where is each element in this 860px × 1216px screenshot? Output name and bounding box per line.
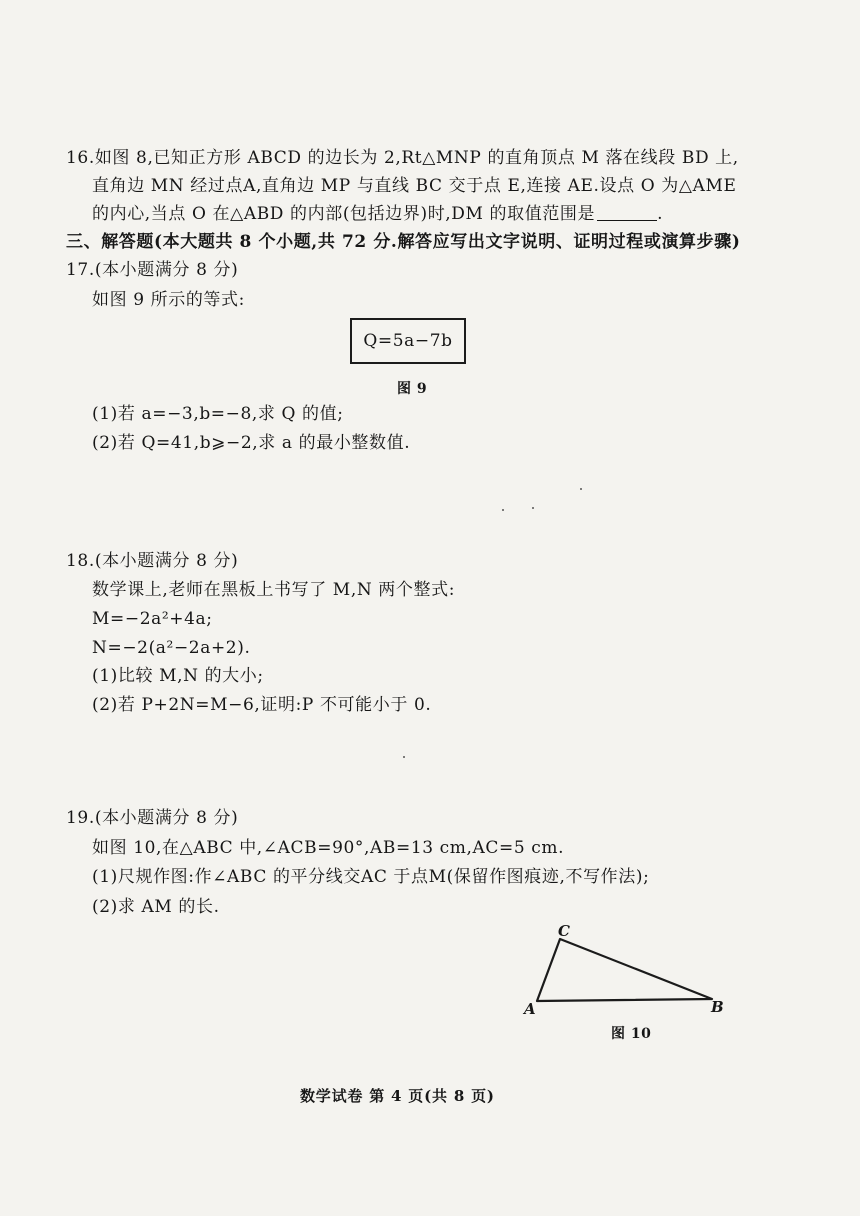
q18-title: 18.(本小题满分 8 分) [66, 551, 239, 571]
q18-m-expression: M=−2a²+4a; [92, 609, 213, 629]
q19-part-2: (2)求 AM 的长. [92, 897, 220, 917]
q17-part-1: (1)若 a=−3,b=−8,求 Q 的值; [92, 404, 344, 424]
q17-intro: 如图 9 所示的等式: [92, 290, 245, 310]
q17-formula: Q=5a−7b [363, 331, 453, 351]
figure-9-caption: 图 9 [397, 381, 428, 397]
q19-intro: 如图 10,在△ABC 中,∠ACB=90°,AB=13 cm,AC=5 cm. [92, 838, 565, 858]
q18-part-2: (2)若 P+2N=M−6,证明:P 不可能小于 0. [92, 695, 432, 715]
q19-part-1: (1)尺规作图:作∠ABC 的平分线交AC 于点M(保留作图痕迹,不写作法); [92, 867, 650, 887]
q16-line-1: 16.如图 8,已知正方形 ABCD 的边长为 2,Rt△MNP 的直角顶点 M 落在线段 BD 上, [66, 148, 739, 168]
q17-part-2: (2)若 Q=41,b⩾−2,求 a 的最小整数值. [92, 433, 411, 453]
q18-intro: 数学课上,老师在黑板上书写了 M,N 两个整式: [92, 580, 456, 600]
point-b-label: B [711, 998, 724, 1016]
q19-title: 19.(本小题满分 8 分) [66, 808, 239, 828]
q16-line-3-end: . [657, 204, 664, 224]
q16-line-2: 直角边 MN 经过点A,直角边 MP 与直线 BC 交于点 E,连接 AE.设点 O 为△AME [92, 176, 737, 196]
q18-part-1: (1)比较 M,N 的大小; [92, 666, 264, 686]
section-3-heading: 三、解答题(本大题共 8 个小题,共 72 分.解答应写出文字说明、证明过程或演算步骤) [66, 232, 741, 252]
page-footer: 数学试卷 第 4 页(共 8 页) [300, 1087, 495, 1105]
q17-title: 17.(本小题满分 8 分) [66, 260, 239, 280]
q16-line-3-text: 的内心,当点 O 在△ABD 的内部(包括边界)时,DM 的取值范围是 [92, 204, 596, 224]
point-c-label: C [558, 922, 570, 940]
q18-n-expression: N=−2(a²−2a+2). [92, 638, 251, 658]
triangle-abc [537, 939, 712, 1001]
figure-10-caption: 图 10 [611, 1026, 652, 1042]
point-a-label: A [524, 1000, 536, 1018]
